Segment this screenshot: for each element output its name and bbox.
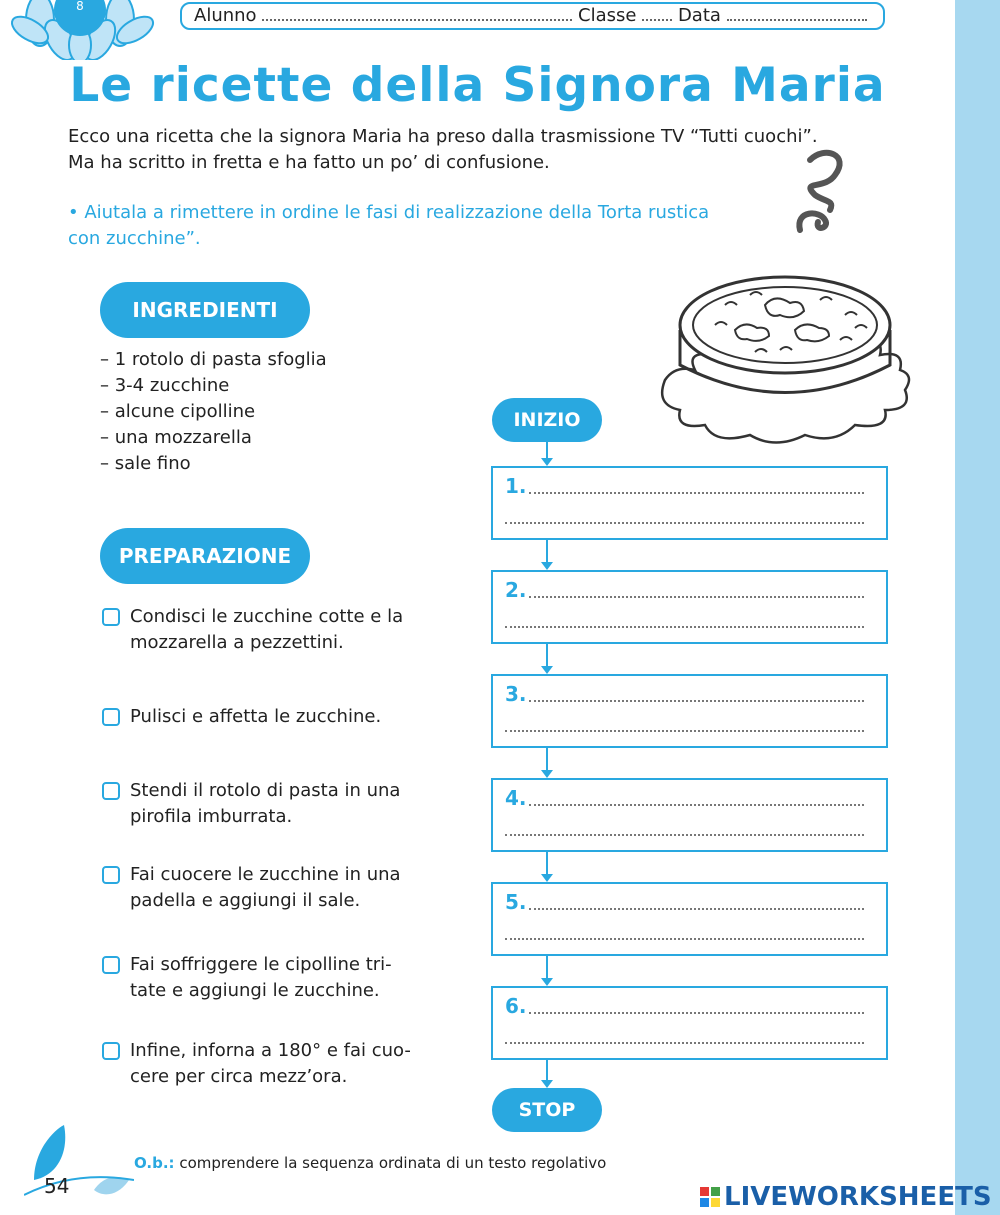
flow-step-number: 2.	[505, 578, 527, 602]
step-checkbox[interactable]	[102, 708, 120, 726]
right-side-strip	[955, 0, 1000, 1215]
prep-step	[102, 952, 412, 1004]
classe-label: Classe	[578, 5, 637, 26]
data-field[interactable]	[727, 5, 867, 21]
objective-text: comprendere la sequenza ordinata di un testo regolativo	[174, 1154, 607, 1172]
intro-text	[68, 124, 828, 176]
flow-step-number: 3.	[505, 682, 527, 706]
flow-start: INIZIO	[492, 398, 602, 442]
flow-arrow-icon	[540, 442, 554, 466]
flow-step-box[interactable]	[491, 882, 888, 956]
instruction-line-2: con zucchine”.	[68, 228, 201, 249]
step-text-line-2: tate e aggiungi le zucchine.	[130, 980, 380, 1001]
ingredient-item: – una mozzarella	[100, 427, 252, 448]
prep-step	[102, 778, 412, 830]
steam-swirl-icon	[780, 140, 860, 240]
step-text-line-2: mozzarella a pezzettini.	[130, 632, 344, 653]
objective-label: O.b.:	[134, 1154, 175, 1172]
flow-step-number: 4.	[505, 786, 527, 810]
ingredient-item: – alcune cipolline	[100, 401, 256, 422]
ingredient-item: – sale fino	[100, 453, 191, 474]
flow-stop: STOP	[492, 1088, 602, 1132]
alunno-label: Alunno	[194, 5, 257, 26]
step-checkbox[interactable]	[102, 1042, 120, 1060]
prep-step	[102, 1038, 412, 1090]
step-text-line-1: Stendi il rotolo di pasta in una	[130, 780, 401, 801]
liveworksheets-watermark[interactable]	[700, 1182, 992, 1212]
step-checkbox[interactable]	[102, 608, 120, 626]
prep-step	[102, 604, 412, 656]
pie-illustration	[655, 270, 915, 450]
alunno-field[interactable]	[262, 5, 572, 21]
flow-arrow-icon	[540, 748, 554, 778]
data-label: Data	[677, 5, 721, 26]
step-text-line-1: Fai cuocere le zucchine in una	[130, 864, 401, 885]
page-number: 54	[44, 1174, 70, 1198]
flow-arrow-icon	[540, 644, 554, 674]
flow-arrow-icon	[540, 956, 554, 986]
watermark-text: LIVEWORKSHEETS	[724, 1182, 992, 1212]
classe-field[interactable]	[642, 5, 672, 21]
ingredient-item: – 3-4 zucchine	[100, 375, 230, 396]
flow-step-box[interactable]	[491, 986, 888, 1060]
flow-step-box[interactable]	[491, 778, 888, 852]
prep-step	[102, 704, 412, 730]
liveworksheets-logo-icon	[700, 1187, 720, 1207]
step-text-line-2: padella e aggiungi il sale.	[130, 890, 361, 911]
step-text-line-1: Infine, inforna a 180° e fai cuo-	[130, 1040, 411, 1061]
flow-step-box[interactable]	[491, 570, 888, 644]
flow-step-box[interactable]	[491, 674, 888, 748]
preparazione-label: PREPARAZIONE	[100, 528, 310, 584]
instruction-text	[68, 200, 748, 252]
flow-step-number: 6.	[505, 994, 527, 1018]
flow-step-number: 5.	[505, 890, 527, 914]
flow-arrow-icon	[540, 1060, 554, 1088]
leaf-decoration-icon	[24, 1120, 134, 1200]
flow-step-box[interactable]	[491, 466, 888, 540]
step-text-line-2: pirofila imburrata.	[130, 806, 293, 827]
ingredients-list	[100, 347, 327, 477]
ingredienti-label: INGREDIENTI	[100, 282, 310, 338]
flower-badge-icon	[0, 0, 160, 60]
step-checkbox[interactable]	[102, 866, 120, 884]
prep-step	[102, 862, 412, 914]
learning-objective	[134, 1154, 606, 1172]
badge-number: 8	[76, 0, 84, 13]
instruction-line-1: • Aiutala a rimettere in ordine le fasi di realizzazione della Torta rustica	[68, 202, 710, 223]
flow-arrow-icon	[540, 852, 554, 882]
page-title: Le ricette della Signora Maria	[69, 58, 886, 113]
ingredient-item: – 1 rotolo di pasta sfoglia	[100, 349, 327, 370]
intro-line-2: Ma ha scritto in fretta e ha fatto un po’ di confusione.	[68, 152, 550, 173]
step-text-line-2: cere per circa mezz’ora.	[130, 1066, 348, 1087]
intro-line-1: Ecco una ricetta che la signora Maria ha preso dalla trasmissione TV “Tutti cuochi”.	[68, 126, 818, 147]
student-info-box[interactable]	[180, 2, 885, 30]
step-checkbox[interactable]	[102, 782, 120, 800]
step-checkbox[interactable]	[102, 956, 120, 974]
step-text-line-1: Fai soffriggere le cipolline tri-	[130, 954, 392, 975]
step-text-line-1: Pulisci e affetta le zucchine.	[130, 706, 382, 727]
flow-arrow-icon	[540, 540, 554, 570]
flow-step-number: 1.	[505, 474, 527, 498]
step-text-line-1: Condisci le zucchine cotte e la	[130, 606, 404, 627]
